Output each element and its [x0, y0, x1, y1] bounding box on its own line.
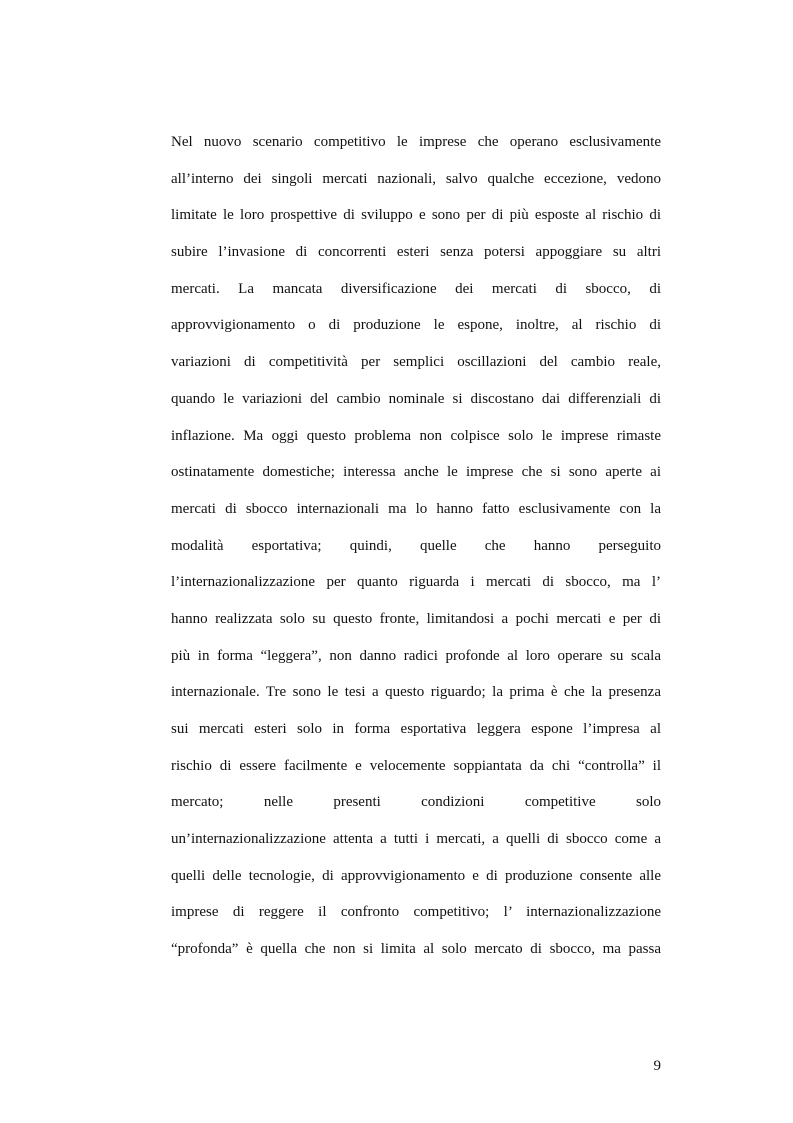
- text-line: internazionale. Tre sono le tesi a questo riguardo; la prima è che la presenza: [171, 684, 661, 701]
- text-line: limitate le loro prospettive di sviluppo e sono per di più esposte al rischio di: [171, 207, 661, 224]
- text-line: mercati di sbocco internazionali ma lo hanno fatto esclusivamente con la: [171, 500, 661, 517]
- text-line: inflazione. Ma oggi questo problema non colpisce solo le imprese rimaste: [171, 427, 661, 444]
- text-line: sui mercati esteri solo in forma esportativa leggera espone l’impresa al: [171, 721, 661, 737]
- text-line: quelli delle tecnologie, di approvvigionamento e di produzione consente alle: [171, 867, 661, 884]
- text-line: imprese di reggere il confronto competitivo; l’ internazionalizzazione: [171, 904, 661, 921]
- text-line: subire l’invasione di concorrenti esteri senza potersi appoggiare su altri: [171, 244, 661, 261]
- page-number: 9: [653, 1058, 661, 1074]
- text-line: variazioni di competitività per semplici oscillazioni del cambio reale,: [171, 354, 661, 371]
- text-line: ostinatamente domestiche; interessa anche le imprese che si sono aperte ai: [171, 464, 661, 481]
- text-line: Nel nuovo scenario competitivo le imprese che operano esclusivamente: [171, 134, 661, 150]
- text-line: all’interno dei singoli mercati nazionali, salvo qualche eccezione, vedono: [171, 170, 661, 187]
- text-line: modalità esportativa; quindi, quelle che hanno perseguito: [171, 537, 661, 554]
- text-line: un’internazionalizzazione attenta a tutti i mercati, a quelli di sbocco come a: [171, 831, 661, 848]
- text-line: l’internazionalizzazione per quanto riguarda i mercati di sbocco, ma l’: [171, 574, 661, 591]
- text-line: mercato; nelle presenti condizioni competitive solo: [171, 794, 661, 811]
- text-line: approvvigionamento o di produzione le espone, inoltre, al rischio di: [171, 317, 661, 334]
- body-paragraph: [171, 128, 661, 972]
- text-line: hanno realizzata solo su questo fronte, limitandosi a pochi mercati e per di: [171, 610, 661, 627]
- text-line: mercati. La mancata diversificazione dei mercati di sbocco, di: [171, 280, 661, 297]
- text-line: quando le variazioni del cambio nominale si discostano dai differenziali di: [171, 390, 661, 407]
- text-line: più in forma “leggera”, non danno radici profonde al loro operare su scala: [171, 647, 661, 664]
- text-line: rischio di essere facilmente e velocemente soppiantata da chi “controlla” il: [171, 757, 661, 774]
- text-line: “profonda” è quella che non si limita al solo mercato di sbocco, ma passa: [171, 941, 661, 958]
